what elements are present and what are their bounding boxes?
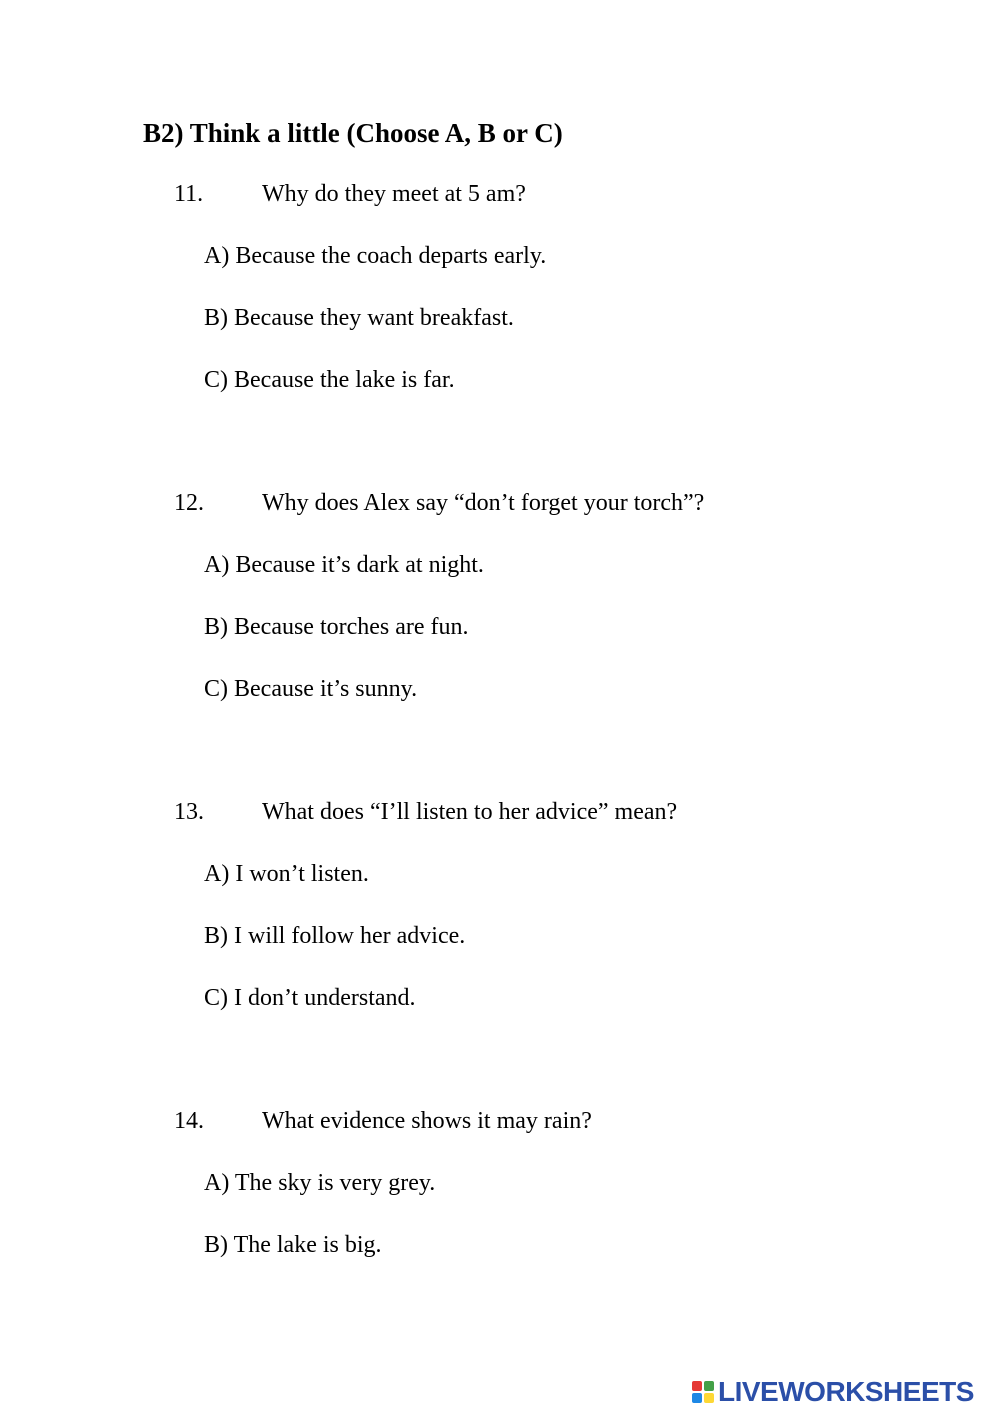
brand-name: LIVEWORKSHEETS <box>718 1376 974 1407</box>
question-text: What evidence shows it may rain? <box>262 1108 592 1134</box>
answer-option-b[interactable]: B) Because torches are fun. <box>204 614 469 640</box>
answer-option-a[interactable]: A) Because the coach departs early. <box>204 243 547 269</box>
answer-option-b[interactable]: B) Because they want breakfast. <box>204 305 514 331</box>
question-number: 13. <box>174 799 204 825</box>
answer-option-a[interactable]: A) I won’t listen. <box>204 861 369 887</box>
logo-tile-green <box>704 1381 714 1391</box>
question-13 <box>0 800 1000 1100</box>
answer-option-a[interactable]: A) The sky is very grey. <box>204 1170 436 1196</box>
question-14 <box>0 1109 1000 1409</box>
question-number: 14. <box>174 1108 204 1134</box>
answer-option-a[interactable]: A) Because it’s dark at night. <box>204 552 484 578</box>
liveworksheets-logo-icon <box>692 1381 714 1403</box>
logo-tile-blue <box>692 1393 702 1403</box>
answer-option-b[interactable]: B) I will follow her advice. <box>204 923 466 949</box>
question-12 <box>0 491 1000 791</box>
answer-option-c[interactable]: C) Because the lake is far. <box>204 367 455 393</box>
section-heading: B2) Think a little (Choose A, B or C) <box>143 118 563 148</box>
question-number: 12. <box>174 490 204 516</box>
question-text: Why do they meet at 5 am? <box>262 181 526 207</box>
liveworksheets-watermark <box>692 1376 974 1408</box>
answer-option-c[interactable]: C) Because it’s sunny. <box>204 676 418 702</box>
question-number: 11. <box>174 181 204 207</box>
question-11 <box>0 182 1000 482</box>
logo-tile-yellow <box>704 1393 714 1403</box>
question-text: What does “I’ll listen to her advice” mean? <box>262 799 678 825</box>
question-text: Why does Alex say “don’t forget your torch”? <box>262 490 705 516</box>
answer-option-b[interactable]: B) The lake is big. <box>204 1232 382 1258</box>
answer-option-c[interactable]: C) I don’t understand. <box>204 985 416 1011</box>
logo-tile-red <box>692 1381 702 1391</box>
